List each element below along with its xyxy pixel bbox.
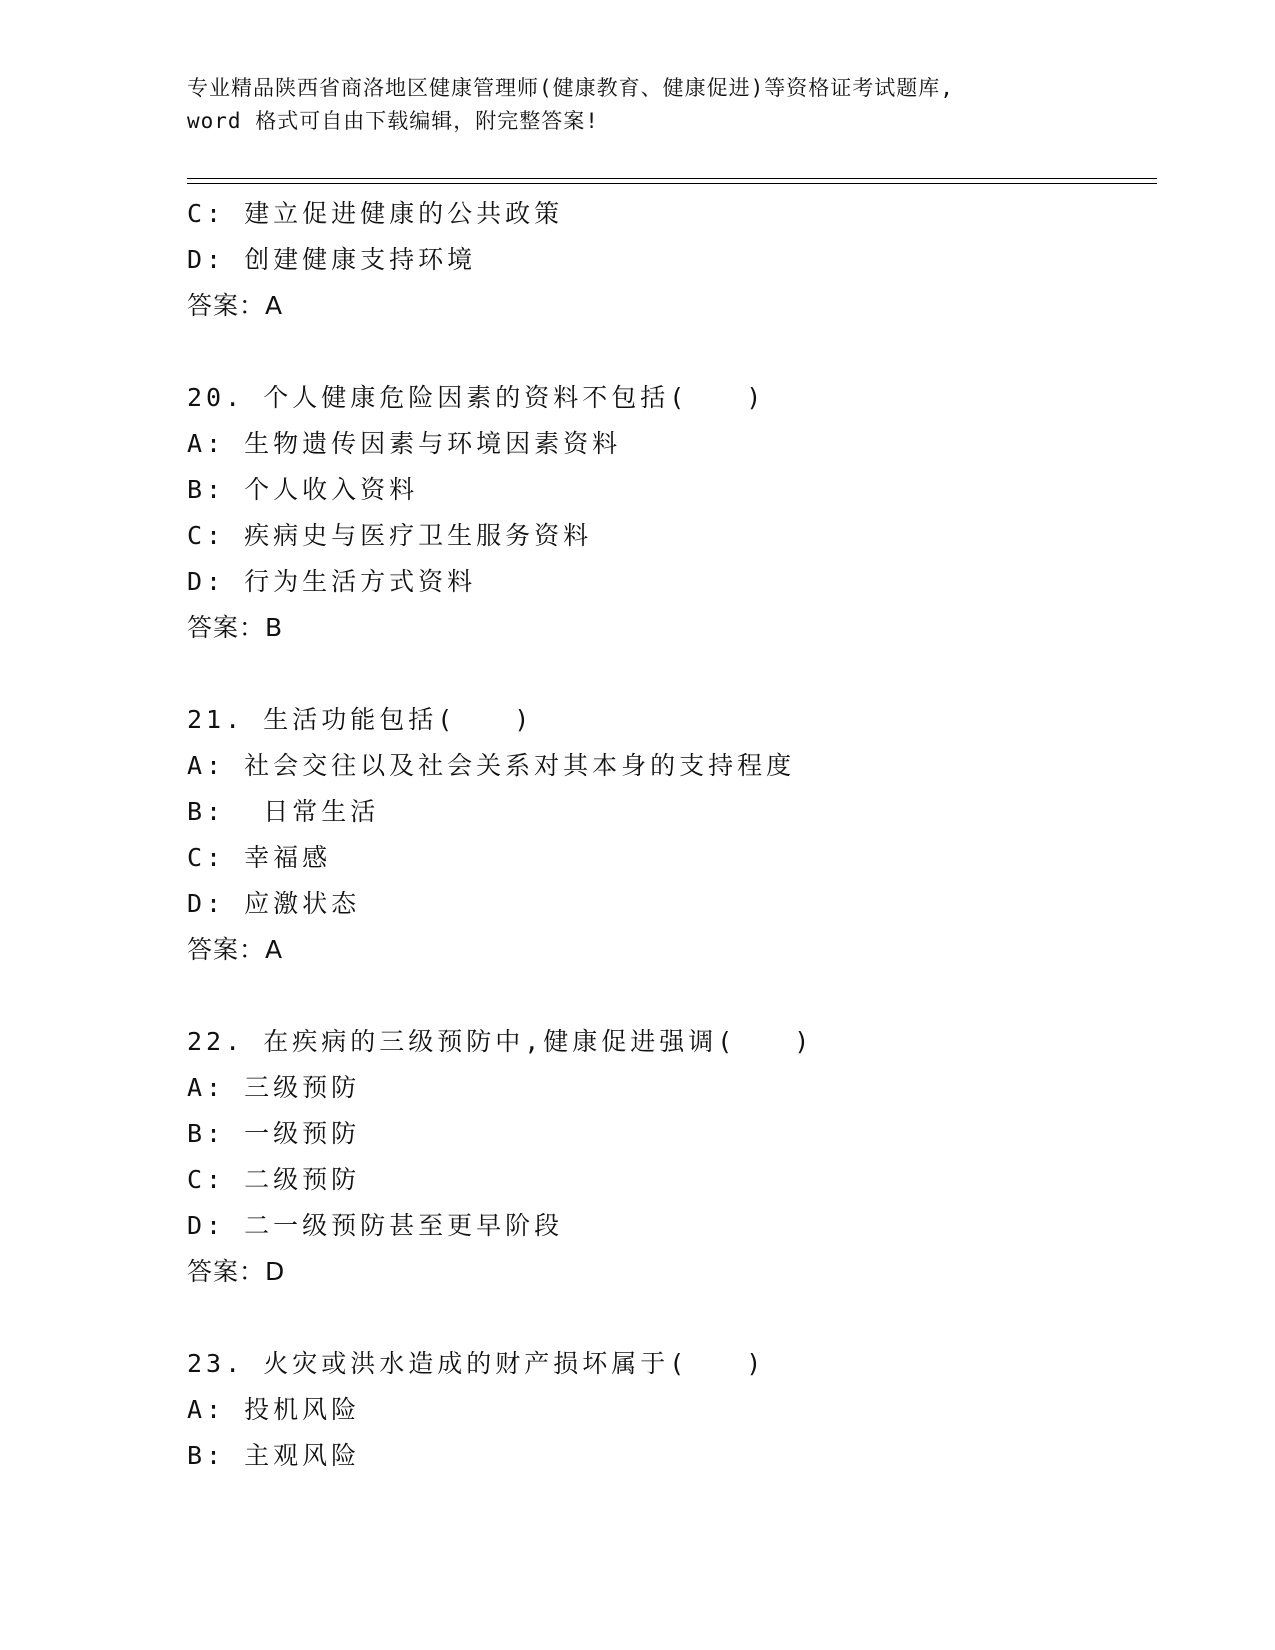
header-divider-top (187, 178, 1157, 179)
option-b: B: 日常生活 (187, 797, 380, 826)
question-23 (187, 1341, 1147, 1479)
header-line-2: word 格式可自由下载编辑，附完整答案! (187, 109, 599, 133)
header-divider-bottom (187, 183, 1157, 184)
question-text: 23. 火灾或洪水造成的财产损坏属于( ) (187, 1349, 766, 1378)
option-d: D: 行为生活方式资料 (187, 567, 477, 596)
question-20 (187, 375, 1147, 651)
question-list (187, 191, 1147, 1479)
option-b: B: 一级预防 (187, 1119, 361, 1148)
option-a: A: 生物遗传因素与环境因素资料 (187, 429, 622, 458)
question-22 (187, 1019, 1147, 1295)
option-a: A: 投机风险 (187, 1395, 361, 1424)
option-b: B: 个人收入资料 (187, 475, 419, 504)
option-c: C: 二级预防 (187, 1165, 361, 1194)
question-21 (187, 697, 1147, 973)
answer-line: 答案：A (187, 291, 284, 320)
spacer (187, 1295, 1147, 1341)
question-text: 21. 生活功能包括( ) (187, 705, 534, 734)
option-b: B: 主观风险 (187, 1441, 361, 1470)
spacer (187, 651, 1147, 697)
header-line-1: 专业精品陕西省商洛地区健康管理师(健康教育、健康促进)等资格证考试题库, (187, 76, 954, 100)
document-header (187, 72, 1087, 138)
question-text: 22. 在疾病的三级预防中,健康促进强调( ) (187, 1027, 814, 1056)
spacer (187, 973, 1147, 1019)
option-a: A: 三级预防 (187, 1073, 361, 1102)
option-c: C: 幸福感 (187, 843, 332, 872)
answer-line: 答案：A (187, 935, 284, 964)
answer-line: 答案：B (187, 613, 284, 642)
question-text: 20. 个人健康危险因素的资料不包括( ) (187, 383, 766, 412)
option-a: A: 社会交往以及社会关系对其本身的支持程度 (187, 751, 796, 780)
option-d: D: 二一级预防甚至更早阶段 (187, 1211, 564, 1240)
option-c: C: 疾病史与医疗卫生服务资料 (187, 521, 593, 550)
spacer (187, 329, 1147, 375)
option-d: D: 创建健康支持环境 (187, 245, 477, 274)
question-19-continuation (187, 191, 1147, 329)
option-d: D: 应激状态 (187, 889, 361, 918)
option-c: C: 建立促进健康的公共政策 (187, 199, 564, 228)
answer-line: 答案：D (187, 1257, 286, 1286)
